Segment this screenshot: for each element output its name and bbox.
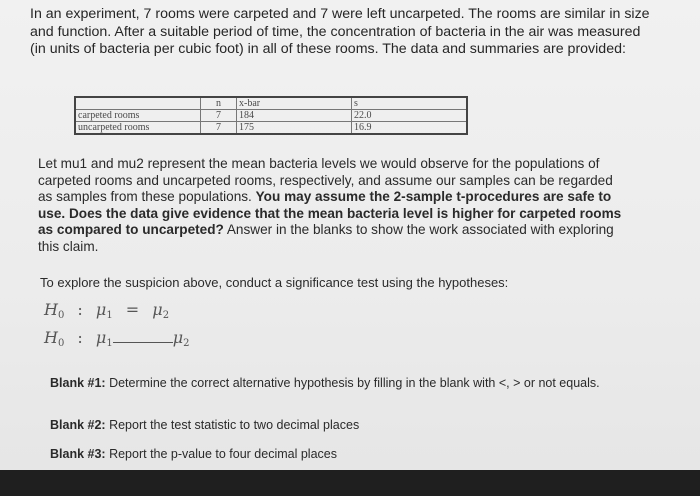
intro-paragraph: In an experiment, 7 rooms were carpeted and 7 were left uncarpeted. The rooms are similar in size and function. After a suitable period of time, the concentration of bacteria in the air was measured (in units of bacteria per cubic foot) in all of these rooms. The data and summaries are provided: bbox=[30, 6, 650, 58]
blank-label: Blank #3: bbox=[50, 447, 106, 461]
blank-text: Report the p-value to four decimal places bbox=[109, 447, 337, 461]
blank-text: Report the test statistic to two decimal places bbox=[109, 418, 360, 432]
table-cell: 16.9 bbox=[352, 122, 468, 135]
h-symbol: H bbox=[44, 300, 58, 319]
mu-symbol: μ bbox=[152, 300, 163, 319]
blank-label: Blank #1: bbox=[50, 376, 106, 390]
table-header-cell: x-bar bbox=[237, 97, 352, 110]
table-cell: carpeted rooms bbox=[75, 110, 201, 122]
answer-blank-1[interactable] bbox=[113, 330, 173, 343]
mu-subscript: 2 bbox=[183, 338, 190, 349]
colon: : bbox=[77, 300, 83, 319]
equals-sign: = bbox=[125, 300, 140, 319]
table-cell: 7 bbox=[201, 122, 237, 135]
blank-3-instruction bbox=[50, 447, 610, 462]
h-symbol: H bbox=[44, 328, 58, 347]
h-subscript: 0 bbox=[57, 338, 65, 349]
table-cell: uncarpeted rooms bbox=[75, 122, 201, 135]
table-row bbox=[75, 110, 467, 122]
mu-symbol: μ bbox=[172, 328, 184, 347]
question-instruction: Answer in the blanks to show the work associated with exploring this claim. bbox=[38, 222, 614, 254]
blank-label: Blank #2: bbox=[50, 418, 106, 432]
null-hypothesis bbox=[44, 300, 169, 321]
bottom-bar bbox=[0, 470, 700, 496]
table-header-row bbox=[75, 97, 467, 110]
table-cell: 184 bbox=[237, 110, 352, 122]
mu-symbol: μ bbox=[95, 300, 107, 319]
blank-1-instruction bbox=[50, 376, 610, 391]
table-cell: 7 bbox=[201, 110, 237, 122]
explore-text: To explore the suspicion above, conduct a significance test using the hypotheses: bbox=[40, 275, 509, 290]
mu-subscript: 1 bbox=[106, 310, 113, 321]
table-header-cell: s bbox=[352, 97, 468, 110]
alternative-hypothesis bbox=[44, 328, 189, 349]
mu-subscript: 1 bbox=[106, 338, 113, 349]
question-text: Let mu1 and mu2 represent the mean bacteria levels we would observe for the populations of carpeted rooms and uncarpeted rooms, respectively, and assume our samples can be regarded as samples from these populations. bbox=[38, 156, 613, 205]
mu-subscript: 2 bbox=[162, 310, 170, 321]
table-header-cell bbox=[75, 97, 201, 110]
question-emphasis: You may assume the 2-sample t-procedures are safe to use. Does the data give evidence that the mean bacteria level is higher for carpeted rooms as compared to uncarpeted? bbox=[38, 189, 622, 238]
h-subscript: 0 bbox=[57, 310, 65, 321]
table-header-cell: n bbox=[201, 97, 237, 110]
table-row bbox=[75, 122, 467, 135]
mu-symbol: μ bbox=[95, 328, 107, 347]
data-table bbox=[74, 96, 468, 135]
table-cell: 22.0 bbox=[352, 110, 468, 122]
question-paragraph bbox=[38, 156, 628, 256]
table-cell: 175 bbox=[237, 122, 352, 135]
blank-2-instruction bbox=[50, 418, 610, 433]
colon: : bbox=[77, 328, 83, 347]
blank-text: Determine the correct alternative hypothesis by filling in the blank with <, > or not equals. bbox=[109, 376, 600, 390]
